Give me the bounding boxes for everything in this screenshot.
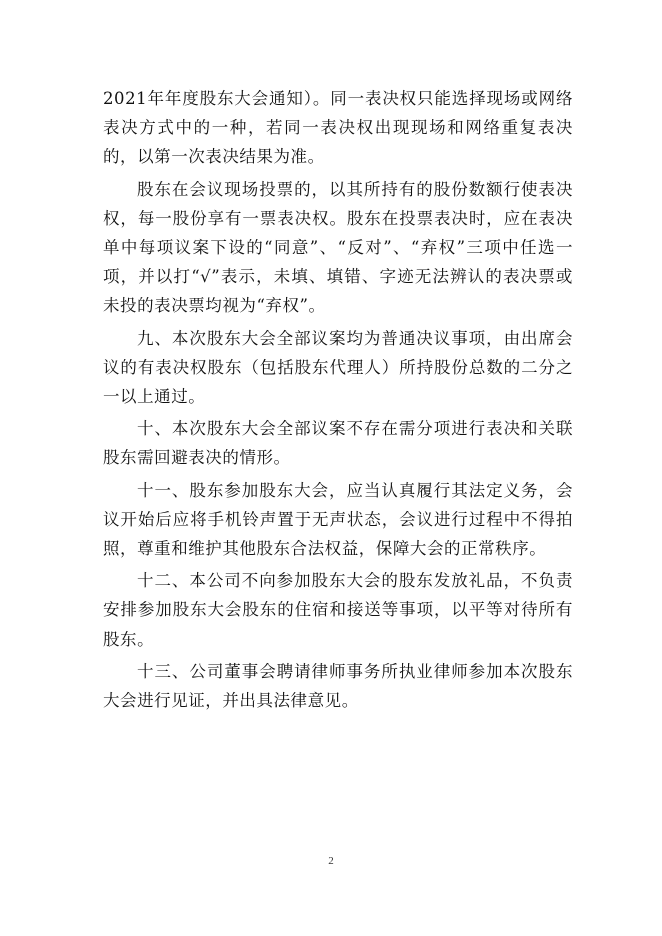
paragraph-item-9: 九、本次股东大会全部议案均为普通决议事项，由出席会议的有表决权股东（包括股东代理人）所持股份总数的二分之一以上通过。 — [103, 328, 573, 407]
page-number: 2 — [328, 855, 334, 867]
paragraph-item-10: 十、本次股东大会全部议案不存在需分项进行表决和关联股东需回避表决的情形。 — [103, 419, 573, 468]
document-body — [103, 84, 573, 718]
paragraph-voting-rights: 股东在会议现场投票的，以其所持有的股份数额行使表决权，每一股份享有一票表决权。股东在投票表决时，应在表决单中每项议案下设的“同意”、“反对”、“弃权”三项中任选一项，并以打“√”表示，未填、填错、字迹无法辨认的表决票或未投的表决票均视为“弃权”。 — [103, 179, 573, 316]
paragraph-item-11: 十一、股东参加股东大会，应当认真履行其法定义务，会议开始后应将手机铃声置于无声状态，会议进行过程中不得拍照，尊重和维护其他股东合法权益，保障大会的正常秩序。 — [103, 480, 573, 559]
paragraph-item-13: 十三、公司董事会聘请律师事务所执业律师参加本次股东大会进行见证，并出具法律意见。 — [103, 661, 573, 711]
paragraph-item-12: 十二、本公司不向参加股东大会的股东发放礼品，不负责安排参加股东大会股东的住宿和接送等事项，以平等对待所有股东。 — [103, 571, 573, 649]
paragraph-continuation: 2021年年度股东大会通知）。同一表决权只能选择现场或网络表决方式中的一种，若同一表决权出现现场和网络重复表决的，以第一次表决结果为准。 — [103, 89, 573, 167]
